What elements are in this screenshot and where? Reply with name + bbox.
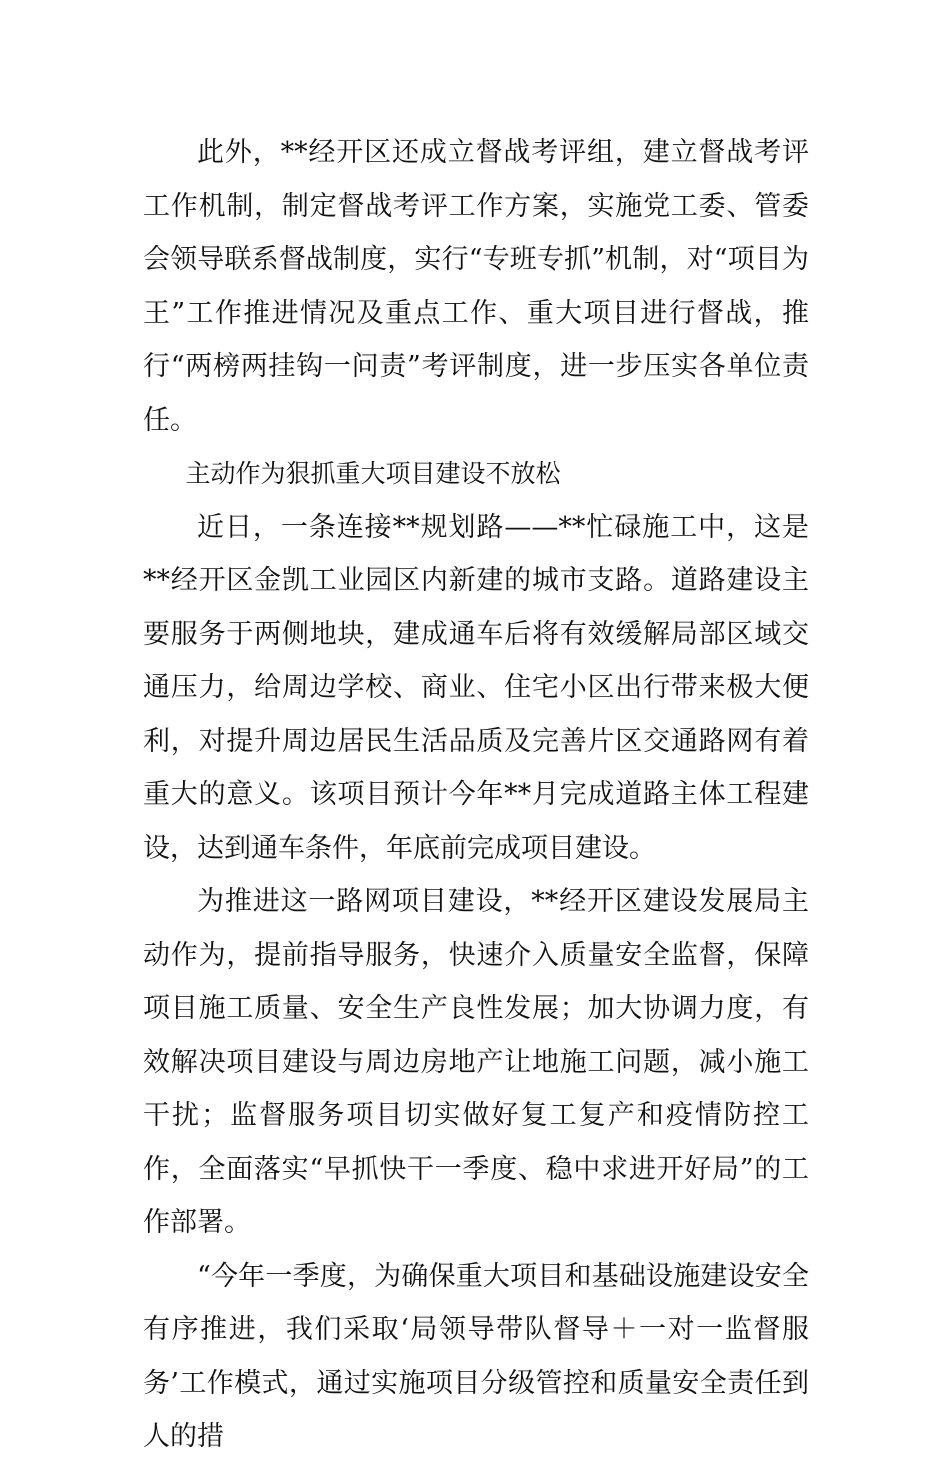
document-body bbox=[143, 126, 809, 1464]
paragraph-construction-bureau: 为推进这一路网项目建设，**经开区建设发展局主动作为，提前指导服务，快速介入质量安全监督，保障项目施工质量、安全生产良性发展；加大协调力度，有效解决项目建设与周边房地产让地施工问题，减小施工干扰；监督服务项目切实做好复工复产和疫情防控工作，全面落实“早抓快干一季度、稳中求进开好局”的工作部署。 bbox=[143, 886, 809, 1238]
section-heading: 主动作为狠抓重大项目建设不放松 bbox=[185, 459, 561, 488]
paragraph-quote: “今年一季度，为确保重大项目和基础设施建设安全有序推进，我们采取‘局领导带队督导＋一对一监督服务’工作模式，通过实施项目分级管控和质量安全责任到人的措 bbox=[143, 1260, 809, 1452]
paragraph-road-project: 近日，一条连接**规划路——**忙碌施工中，这是**经开区金凯工业园区内新建的城市支路。道路建设主要服务于两侧地块，建成通车后将有效缓解局部区域交通压力，给周边学校、商业、住宅小区出行带来极大便利，对提升周边居民生活品质及完善片区交通路网有着重大的意义。该项目预计今年**月完成道路主体工程建设，达到通车条件，年底前完成项目建设。 bbox=[143, 511, 809, 864]
paragraph-supervision-mechanism: 此外，**经开区还成立督战考评组，建立督战考评工作机制，制定督战考评工作方案，实施党工委、管委会领导联系督战制度，实行“专班专抓”机制，对“项目为王”工作推进情况及重点工作、重大项目进行督战，推行“两榜两挂钩一问责”考评制度，进一步压实各单位责任。 bbox=[143, 137, 809, 436]
